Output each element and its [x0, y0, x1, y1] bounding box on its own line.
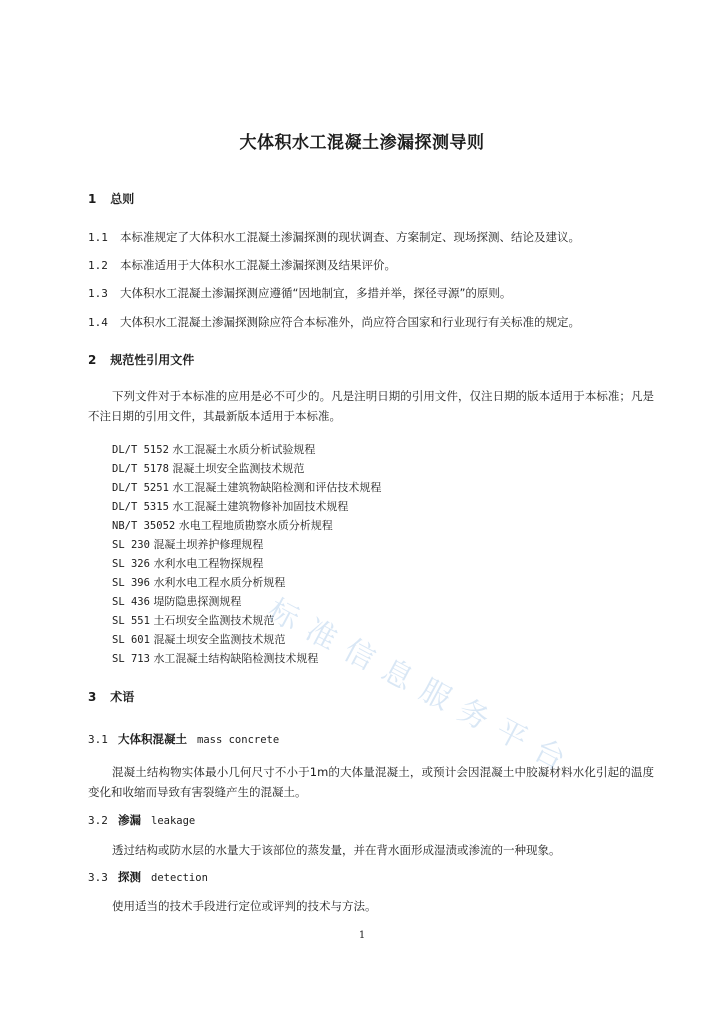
section-3-heading [88, 688, 134, 705]
section-number: 1 [88, 192, 97, 206]
section-number: 3 [88, 690, 97, 704]
reference-item: NB/T 35052 水电工程地质勘察水质分析规程 [112, 519, 333, 532]
section-1-heading [88, 190, 134, 207]
reference-item: DL/T 5178 混凝土坝安全监测技术规范 [112, 462, 305, 475]
clause-1-3: 1.3 大体积水工混凝土渗漏探测应遵循“因地制宜，多措并举，探径寻源”的原则。 [88, 286, 512, 300]
reference-list [112, 440, 381, 668]
reference-item: SL 230 混凝土坝养护修理规程 [112, 538, 264, 551]
term-3-1: 3.1 大体积混凝土 mass concrete [88, 732, 280, 746]
term-3-3: 3.3 探测 detection [88, 870, 208, 884]
document-title: 大体积水工混凝土渗漏探测导则 [239, 133, 485, 153]
watermark: 标 准 信 息 服 务 平 台 [261, 592, 571, 778]
reference-item: DL/T 5315 水工混凝土建筑物修补加固技术规程 [112, 500, 349, 513]
term-3-2: 3.2 渗漏 leakage [88, 813, 196, 827]
reference-item: SL 601 混凝土坝安全监测技术规范 [112, 633, 286, 646]
section-number: 2 [88, 353, 97, 367]
clause-1-4: 1.4 大体积水工混凝土渗漏探测除应符合本标准外，尚应符合国家和行业现行有关标准的规定。 [88, 315, 580, 329]
clause-1-2: 1.2 本标准适用于大体积水工混凝土渗漏探测及结果评价。 [88, 258, 396, 272]
section-2-heading [88, 351, 194, 368]
section-title: 总则 [110, 192, 135, 206]
section-title: 规范性引用文件 [110, 353, 195, 367]
reference-item: SL 396 水利水电工程水质分析规程 [112, 576, 286, 589]
reference-item: SL 436 堤防隐患探测规程 [112, 595, 242, 608]
section-title: 术语 [110, 690, 135, 704]
reference-item: DL/T 5251 水工混凝土建筑物缺陷检测和评估技术规程 [112, 481, 382, 494]
term-3-1-definition: 混凝土结构物实体最小几何尺寸不小于1m的大体量混凝土，或预计会因混凝土中胶凝材料水化引起的温度变化和收缩而导致有害裂缝产生的混凝土。 [88, 765, 654, 799]
references-intro: 下列文件对于本标准的应用是必不可少的。凡是注明日期的引用文件，仅注日期的版本适用于本标准；凡是不注日期的引用文件，其最新版本适用于本标准。 [88, 389, 654, 423]
page-number: 1 [358, 930, 366, 941]
clause-1-1: 1.1 本标准规定了大体积水工混凝土渗漏探测的现状调查、方案制定、现场探测、结论及建议。 [88, 230, 580, 244]
reference-item: DL/T 5152 水工混凝土水质分析试验规程 [112, 443, 316, 456]
reference-item: SL 326 水利水电工程物探规程 [112, 557, 264, 570]
reference-item: SL 713 水工混凝土结构缺陷检测技术规程 [112, 652, 319, 665]
term-3-2-definition: 透过结构或防水层的水量大于该部位的蒸发量，并在背水面形成湿渍或渗流的一种现象。 [112, 843, 561, 857]
reference-item: SL 551 土石坝安全监测技术规范 [112, 614, 275, 627]
term-3-3-definition: 使用适当的技术手段进行定位或评判的技术与方法。 [112, 899, 377, 913]
